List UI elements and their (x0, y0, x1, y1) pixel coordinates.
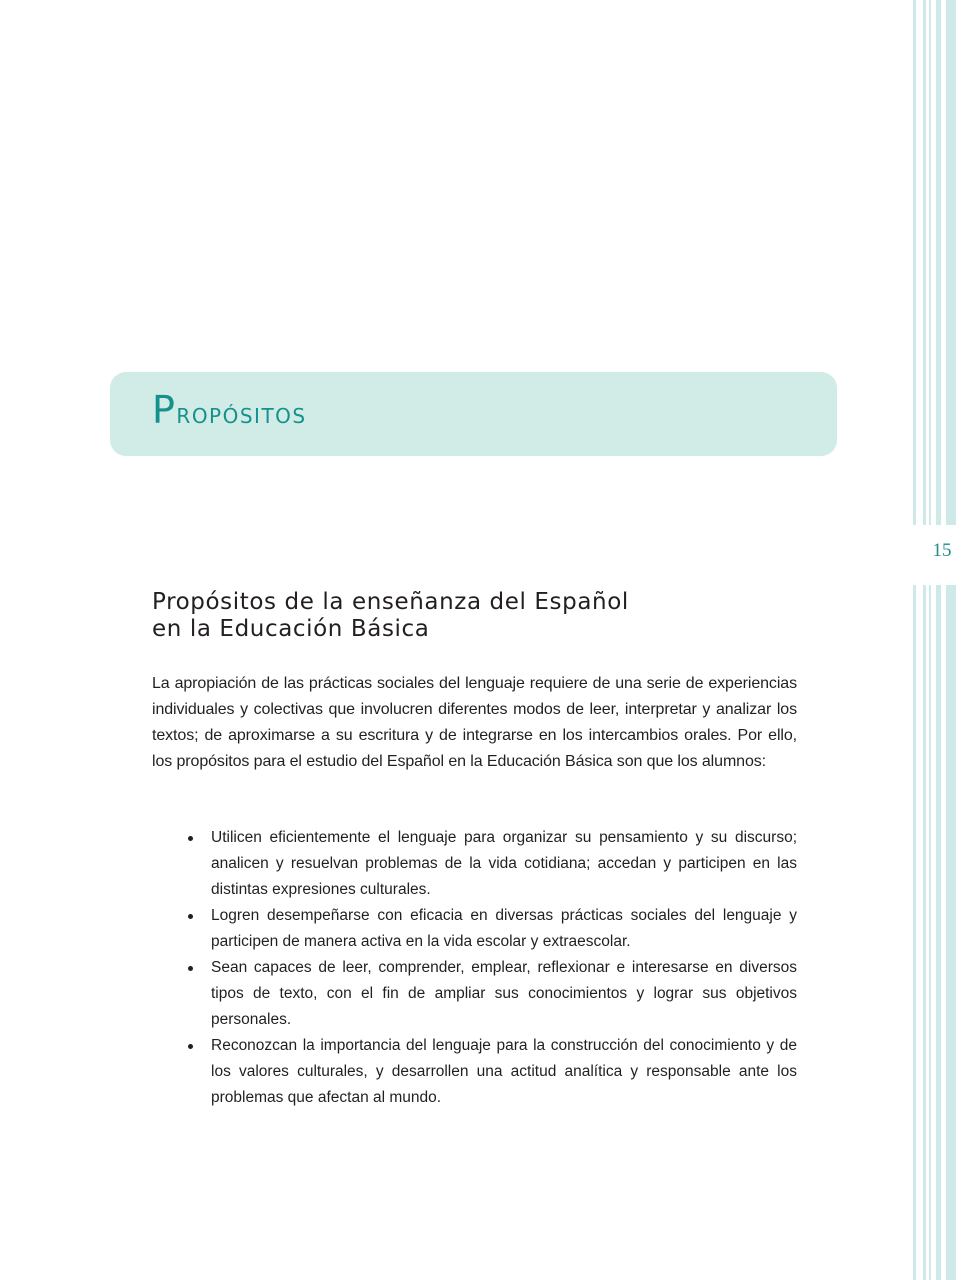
section-title-rest: ropósitos (176, 396, 307, 430)
list-item (152, 825, 797, 903)
section-title (152, 388, 307, 432)
list-item (152, 955, 797, 1033)
page-number: 15 (932, 540, 952, 561)
bullet-icon (188, 836, 193, 841)
stripe (923, 0, 926, 525)
bullet-icon (188, 966, 193, 971)
bullet-icon (188, 914, 193, 919)
stripe (946, 0, 956, 525)
stripe (913, 585, 916, 1280)
subheading (152, 589, 792, 643)
list-item (152, 1033, 797, 1111)
section-title-initial: P (152, 388, 177, 432)
list-item-text: Reconozcan la importancia del lenguaje para la construcción del conocimiento y de los valores culturales, y desarrollen una actitud analítica y responsable ante los problemas que afectan al mundo. (211, 1037, 797, 1106)
subheading-line-2: en la Educación Básica (152, 616, 430, 642)
intro-paragraph: La apropiación de las prácticas sociales del lenguaje requiere de una serie de experiencias individuales y colectivas que involucren diferentes modos de leer, interpretar y analizar los textos; de aproximarse a su escritura y de integrarse en los intercambios orales. Por ello, los propósitos para el estudio del Español en la Educación Básica son que los alumnos: (152, 675, 797, 770)
subheading-line-1: Propósitos de la enseñanza del Español (152, 589, 629, 615)
stripe (929, 0, 931, 525)
bullet-icon (188, 1044, 193, 1049)
stripe (923, 585, 926, 1280)
purposes-list (152, 825, 797, 1111)
list-item-text: Utilicen eficientemente el lenguaje para organizar su pensamiento y su discurso; analicen y resuelvan problemas de la vida cotidiana; accedan y participen en las distintas expresiones culturales. (211, 829, 797, 898)
list-item-text: Sean capaces de leer, comprender, emplear, reflexionar e interesarse en diversos tipos de texto, con el fin de ampliar sus conocimientos y lograr sus objetivos personales. (211, 959, 797, 1028)
list-item-text: Logren desempeñarse con eficacia en diversas prácticas sociales del lenguaje y participen de manera activa en la vida escolar y extraescolar. (211, 907, 797, 950)
list-item (152, 903, 797, 955)
stripe (913, 0, 916, 525)
stripe (946, 585, 956, 1280)
stripe (936, 0, 941, 525)
section-banner (110, 372, 837, 456)
stripe (936, 585, 941, 1280)
stripe (929, 585, 931, 1280)
